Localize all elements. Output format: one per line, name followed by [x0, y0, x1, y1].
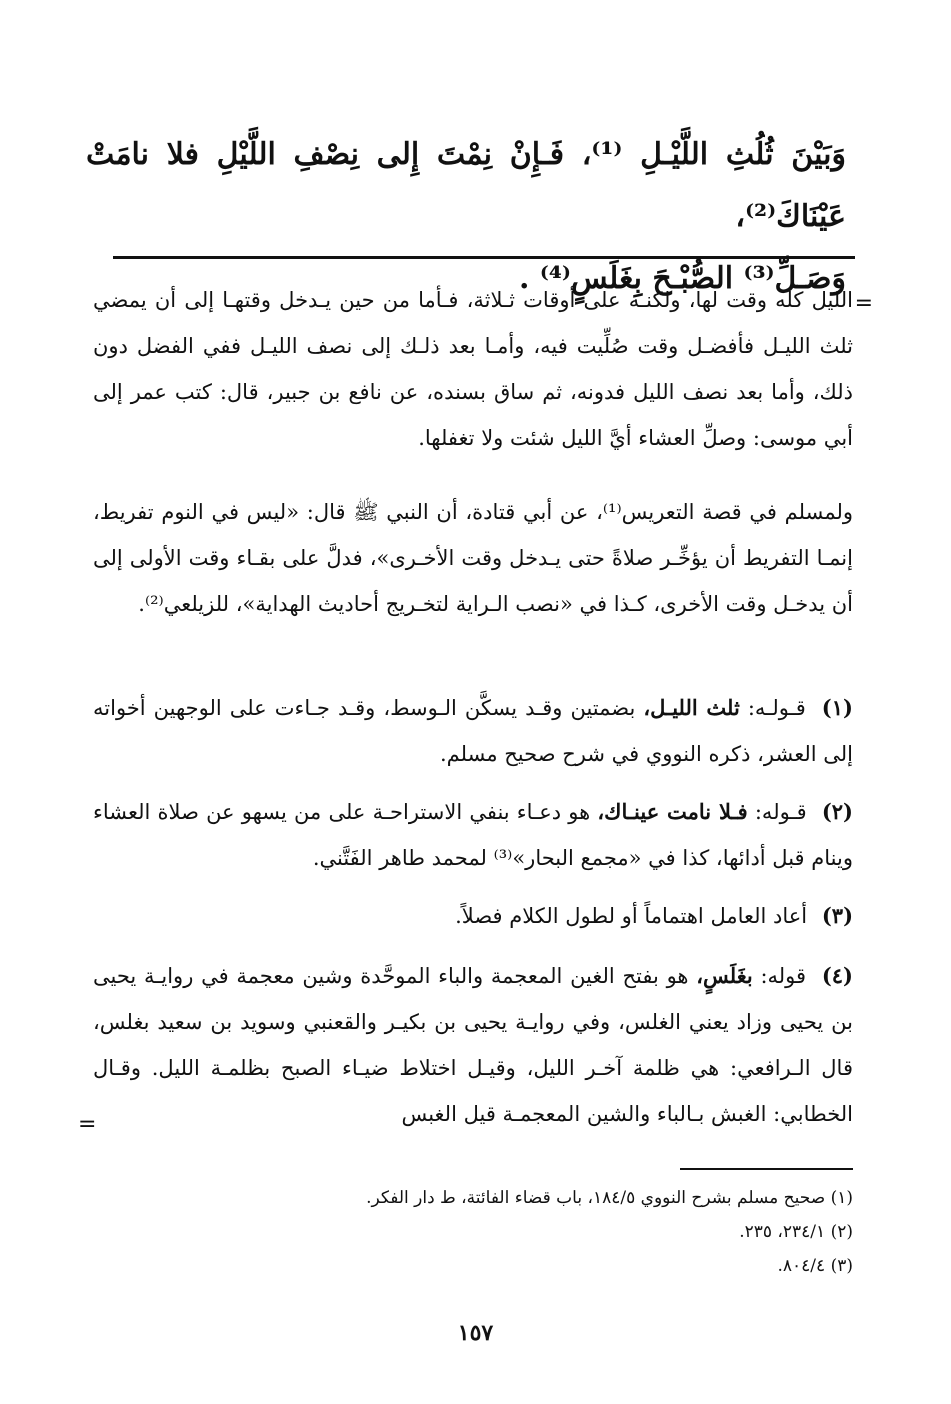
note-1-text: بضمتين وقـد يسكَّن الـوسط، وقـد جـاءت على الوجهين أخواته إلى العشر، ذكره النووي في شرح صحيح مسلم. — [93, 696, 853, 766]
note-2-term: فـلا نامت عينـاك، — [597, 799, 748, 824]
note-2-number: (٢) — [821, 799, 853, 824]
reference-1: (١) صحيح مسلم بشرح النووي ١٨٤/٥، باب قضاء الفائتة، ط دار الفكر. — [366, 1188, 853, 1208]
note-4-number: (٤) — [821, 963, 853, 988]
note-4 — [93, 953, 853, 1137]
note-1-lead: قـولـه: — [747, 696, 806, 720]
note-2-lead: قـوله: — [754, 800, 807, 824]
page-number: ١٥٧ — [457, 1320, 494, 1346]
continuation-mark-top: = — [854, 291, 873, 316]
reference-2: (٢) ٢٣٤/١، ٢٣٥. — [739, 1222, 853, 1242]
note-1-term: ثلث الليـل، — [643, 695, 740, 720]
commentary-paragraph-1: الليل كله وقت لها، ولكنـه على أوقات ثـلاثة، فـأما من حين يـدخل وقتهـا إلى أن يمضي ثلث الليـل فأفضـل وقت صُلِّيت فيه، وأمـا بعد ذلـك إلى نصف الليـل ففي الفضل دون ذلك، وأما بعد نصف الليل فدونه، ثم ساق بسنده، عن نافع بن جبير، قال: كتب عمر إلى أبي موسى: وصلِّ العشاء أيَّ الليل شئت ولا تغفلها. — [93, 288, 853, 450]
note-3-number: (٣) — [821, 903, 853, 928]
note-1 — [93, 685, 853, 777]
references — [93, 1181, 853, 1283]
note-3-text: أعاد العامل اهتماماً أو لطول الكلام فصلاً. — [455, 904, 808, 928]
note-2 — [93, 789, 853, 881]
main-text-line-1: وَبَيْنَ ثُلُثِ اللَّيْـلِ ⁽¹⁾، فَـإِنْ نِمْتَ إِلى نِصْفِ اللَّيْلِ فلا نامَتْ عَيْنَاكَ⁽²⁾، — [86, 137, 846, 234]
note-2-text: هو دعـاء بنفي الاستراحـة على من يسهو عن صلاة العشاء وينام قبل أدائها، كذا في «مجمع البحار»⁽³⁾ لمحمد طاهر الفَتَّني. — [93, 800, 853, 870]
note-4-text: هو بفتح الغين المعجمة والباء الموحَّدة وشين معجمة في روايـة يحيى بن يحيى وزاد يعني الغلس، وفي روايـة يحيى بن بكيـر والقعنبي وسويد بن سعيد بغلس، قال الـرافعي: هي ظلمة آخـر الليل، وقيـل اختلاط ضيـاء الصبح بظلمـة الليل. وقـال الخطابي: الغبش بـالباء والشين المعجمـة قيل الغبس — [93, 964, 853, 1126]
main-text-line-2: وَصَـلِّ⁽³⁾ الصُّبْـحَ بِغَلَسٍ⁽⁴⁾ . — [519, 261, 846, 296]
note-4-lead: قوله: — [760, 964, 807, 988]
references-divider — [680, 1168, 853, 1170]
footnote-notes — [93, 685, 853, 1149]
note-3 — [93, 893, 853, 939]
commentary-paragraph-2: ولمسلم في قصة التعريس⁽¹⁾، عن أبي قتادة، أن النبي ﷺ قال: «ليس في النوم تفريط، إنمـا التفريط أن يؤخِّـر صلاةً حتى يـدخل وقت الأخـرى»، فدلَّ على بقـاء وقت الأولى إلى أن يدخـل وقت الأخرى، كـذا في «نصب الـراية لتخـريج أحاديث الهداية»، للزيلعي⁽²⁾. — [93, 500, 854, 616]
note-1-number: (١) — [821, 695, 853, 720]
reference-3: (٣) ٨٠٤/٤. — [777, 1256, 853, 1276]
commentary — [93, 277, 853, 627]
main-text-divider — [113, 256, 855, 259]
continuation-mark-bottom: = — [78, 1112, 97, 1137]
note-4-term: بغَلَسٍ، — [696, 963, 753, 988]
